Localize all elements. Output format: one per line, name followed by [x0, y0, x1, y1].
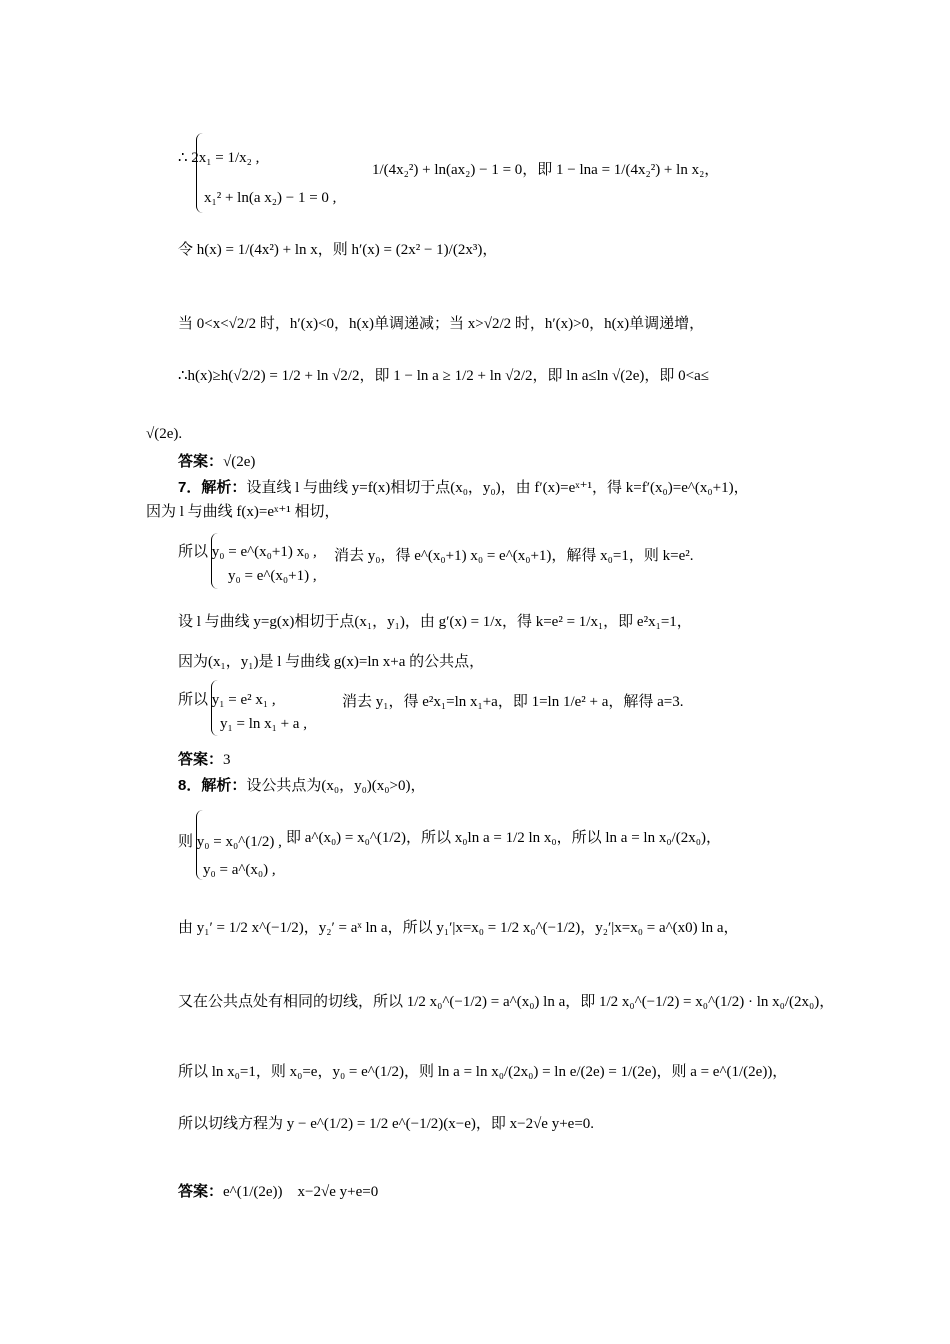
question-line: [178, 478, 749, 498]
question-text: 设直线 l 与曲线 y=f(x)相切于点(x₀，y₀)，由 f′(x)=eˣ⁺¹，得 k=f′(x₀)=e^(x₀+1)，: [246, 480, 749, 496]
answer-value: √(2e): [223, 454, 256, 470]
equation-line: 所以 y₁ = e² x₁ ,: [178, 692, 276, 708]
text-line: 由 y₁′ = 1/2 x^(−1/2)，y₂′ = aˣ ln a，所以 y₁′|x=x₀ = 1/2 x₀^(−1/2)，y₂′|x=x₀ = a^(x0) ln a，: [178, 920, 739, 936]
question-text: 设公共点为(x₀，y₀)(x₀>0)，: [246, 778, 426, 794]
equation-line: y₀ = a^(x₀) ,: [203, 862, 276, 878]
answer-value: e^(1/(2e)) x−2√e y+e=0: [223, 1184, 379, 1200]
equation-line: 则 y₀ = x₀^(1/2) ,: [178, 834, 282, 850]
equation-line: x₁² + ln(a x₂) − 1 = 0 ,: [204, 190, 337, 206]
answer-value: 3: [223, 752, 231, 768]
equation-line: 所以 y₀ = e^(x₀+1) x₀ ,: [178, 544, 317, 560]
text-line: 令 h(x) = 1/(4x²) + ln x，则 h′(x) = (2x² − 1)/(2x³)，: [178, 242, 498, 258]
answer-label: 答案：: [178, 1183, 224, 1200]
question-label: 8．解析：: [178, 777, 247, 794]
text-line: ∴h(x)≥h(√2/2) = 1/2 + ln √2/2，即 1 − ln a ≥ 1/2 + ln √2/2，即 ln a≤ln √(2e)，即 0<a≤: [178, 368, 709, 384]
answer-label: 答案：: [178, 453, 224, 470]
equation-line: ∴ 2x₁ = 1/x₂ ,: [178, 150, 260, 166]
text-line: 因为(x₁，y₁)是 l 与曲线 g(x)=ln x+a 的公共点，: [178, 654, 485, 670]
equation-line: y₁ = ln x₁ + a ,: [220, 716, 307, 732]
equation-line: 消去 y₀，得 e^(x₀+1) x₀ = e^(x₀+1)，解得 x₀=1，则 k=e².: [334, 548, 694, 564]
answer-line: [178, 452, 255, 472]
answer-line: [178, 750, 231, 770]
equation-line: 1/(4x₂²) + ln(ax₂) − 1 = 0，即 1 − lna = 1/(4x₂²) + ln x₂，: [372, 162, 720, 178]
equation-line: 即 a^(x₀) = x₀^(1/2)，所以 x₀ln a = 1/2 ln x₀，所以 ln a = ln x₀/(2x₀)，: [286, 830, 721, 846]
equation-line: y₀ = e^(x₀+1) ,: [228, 568, 317, 584]
text-line: 所以 ln x₀=1，则 x₀=e，y₀ = e^(1/2)，则 ln a = ln x₀/(2x₀) = ln e/(2e) = 1/(2e)，则 a = e^(1/(2e))，: [178, 1064, 788, 1080]
question-line: [178, 776, 425, 796]
text-line: 当 0<x<√2/2 时，h′(x)<0，h(x)单调递减；当 x>√2/2 时，h′(x)>0，h(x)单调递增，: [178, 316, 705, 332]
question-label: 7．解析：: [178, 479, 247, 496]
equation-line: 消去 y₁，得 e²x₁=ln x₁+a，即 1=ln 1/e² + a，解得 a=3.: [342, 694, 684, 710]
text-line: 所以切线方程为 y − e^(1/2) = 1/2 e^(−1/2)(x−e)，即 x−2√e y+e=0.: [178, 1116, 595, 1132]
text-line: 因为 l 与曲线 f(x)=eˣ⁺¹ 相切，: [146, 504, 340, 520]
text-line: √(2e).: [146, 426, 183, 442]
text-line: 又在公共点处有相同的切线，所以 1/2 x₀^(−1/2) = a^(x₀) ln a，即 1/2 x₀^(−1/2) = x₀^(1/2) · ln x₀/(2x₀)，: [178, 994, 835, 1010]
answer-line: [178, 1182, 378, 1202]
text-line: 设 l 与曲线 y=g(x)相切于点(x₁，y₁)，由 g′(x) = 1/x，得 k=e² = 1/x₁，即 e²x₁=1，: [178, 614, 692, 630]
answer-label: 答案：: [178, 751, 224, 768]
